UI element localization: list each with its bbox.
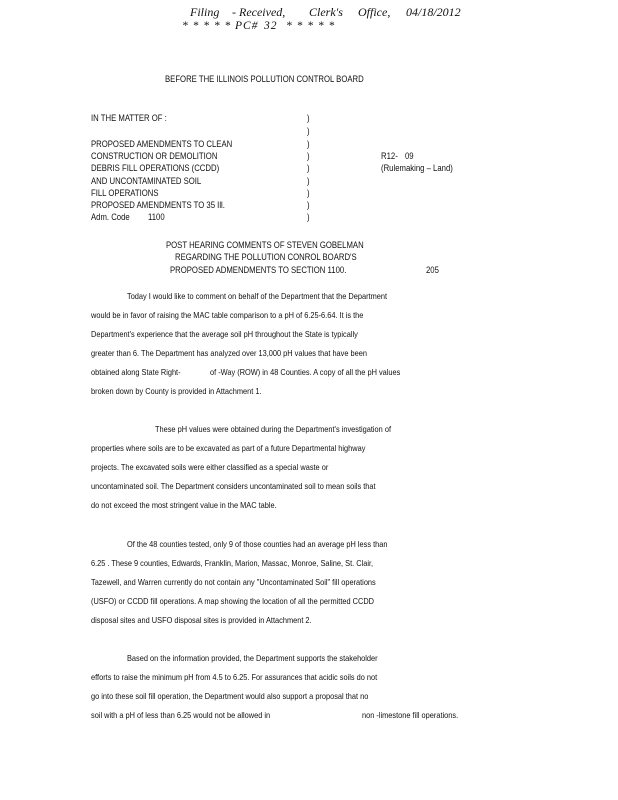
pc-number: 32 [264,20,278,32]
caption-line: CONSTRUCTION OR DEMOLITION [91,151,218,161]
docket-type: (Rulemaking – Land) [381,163,453,173]
docket-number: 09 [405,151,414,161]
caption-paren: ) [307,139,310,149]
received-word: - Received, [232,5,286,19]
paragraph-line: uncontaminated soil. The Department considers uncontaminated soil to mean soils that [91,481,376,491]
caption-line: IN THE MATTER OF : [91,113,167,123]
caption-line: FILL OPERATIONS [91,188,159,198]
paragraph-line: do not exceed the most stringent value in the MAC table. [91,500,277,510]
paragraph-line: (USFO) or CCDD fill operations. A map showing the location of all the permitted CCDD [91,596,375,606]
caption-line: PROPOSED AMENDMENTS TO CLEAN [91,139,233,149]
stars-right: * * * * * [286,20,336,32]
paragraph-line: Today I would like to comment on behalf of the Department that the Department [127,291,388,301]
paragraph-line: Of the 48 counties tested, only 9 of those counties had an average pH less than [127,539,388,549]
paragraph-line: Department's experience that the average soil pH throughout the State is typically [91,329,358,339]
paragraph-line: greater than 6. The Department has analyzed over 13,000 pH values that have been [91,348,367,358]
code-number: 1100 [148,212,165,222]
pc-label: PC# [235,20,259,32]
paragraph-line-tail: non -limestone fill operations. [362,710,459,720]
paragraph-line-tail: of -Way (ROW) in 48 Counties. A copy of all the pH values [210,367,401,377]
paragraph-line: Tazewell, and Warren currently do not contain any "Uncontaminated Soil" fill operations [91,577,376,587]
paragraph-line: 6.25 . These 9 counties, Edwards, Franklin, Marion, Massac, Monroe, Saline, St. Clair, [91,558,374,568]
caption-paren: ) [307,212,310,222]
caption-paren: ) [307,163,310,173]
caption-paren: ) [307,188,310,198]
paragraph-line: Based on the information provided, the Department supports the stakeholder [127,653,378,663]
docket-prefix: R12- [381,151,398,161]
caption-paren: ) [307,126,310,136]
title-line: REGARDING THE POLLUTION CONROL BOARD'S [175,252,357,262]
paragraph-line: efforts to raise the minimum pH from 4.5 to 6.25. For assurances that acidic soils do not [91,672,378,682]
paragraph-line: projects. The excavated soils were either classified as a special waste or [91,462,329,472]
clerks-word: Clerk's [309,5,343,19]
paragraph-line: go into these soil fill operation, the Department would also support a proposal that no [91,691,369,701]
caption-line: PROPOSED AMENDMENTS TO 35 Ill. [91,200,225,210]
board-title: BEFORE THE ILLINOIS POLLUTION CONTROL BOARD [165,74,364,84]
caption-line: Adm. Code [91,212,130,222]
filing-word: Filing [190,5,220,19]
filing-date: 04/18/2012 [406,5,461,19]
paragraph-line: soil with a pH of less than 6.25 would not be allowed in [91,710,271,720]
caption-paren: ) [307,176,310,186]
paragraph-line: obtained along State Right- [91,367,181,377]
paragraph-line: would be in favor of raising the MAC table comparison to a pH of 6.25-6.64. It is the [91,310,364,320]
caption-paren: ) [307,151,310,161]
paragraph-line: These pH values were obtained during the Department's investigation of [155,424,392,434]
caption-paren: ) [307,200,310,210]
stars-left: * * * * * [182,20,232,32]
office-word: Office, [358,5,391,19]
caption-paren: ) [307,113,310,123]
title-line: POST HEARING COMMENTS OF STEVEN GOBELMAN [166,240,364,250]
title-number: 205 [426,265,439,275]
caption-line: DEBRIS FILL OPERATIONS (CCDD) [91,163,220,173]
title-line: PROPOSED ADMENDMENTS TO SECTION 1100. [170,265,347,275]
paragraph-line: disposal sites and USFO disposal sites is provided in Attachment 2. [91,615,312,625]
paragraph-line: broken down by County is provided in Attachment 1. [91,386,262,396]
caption-line: AND UNCONTAMINATED SOIL [91,176,202,186]
paragraph-line: properties where soils are to be excavated as part of a future Departmental highway [91,443,366,453]
